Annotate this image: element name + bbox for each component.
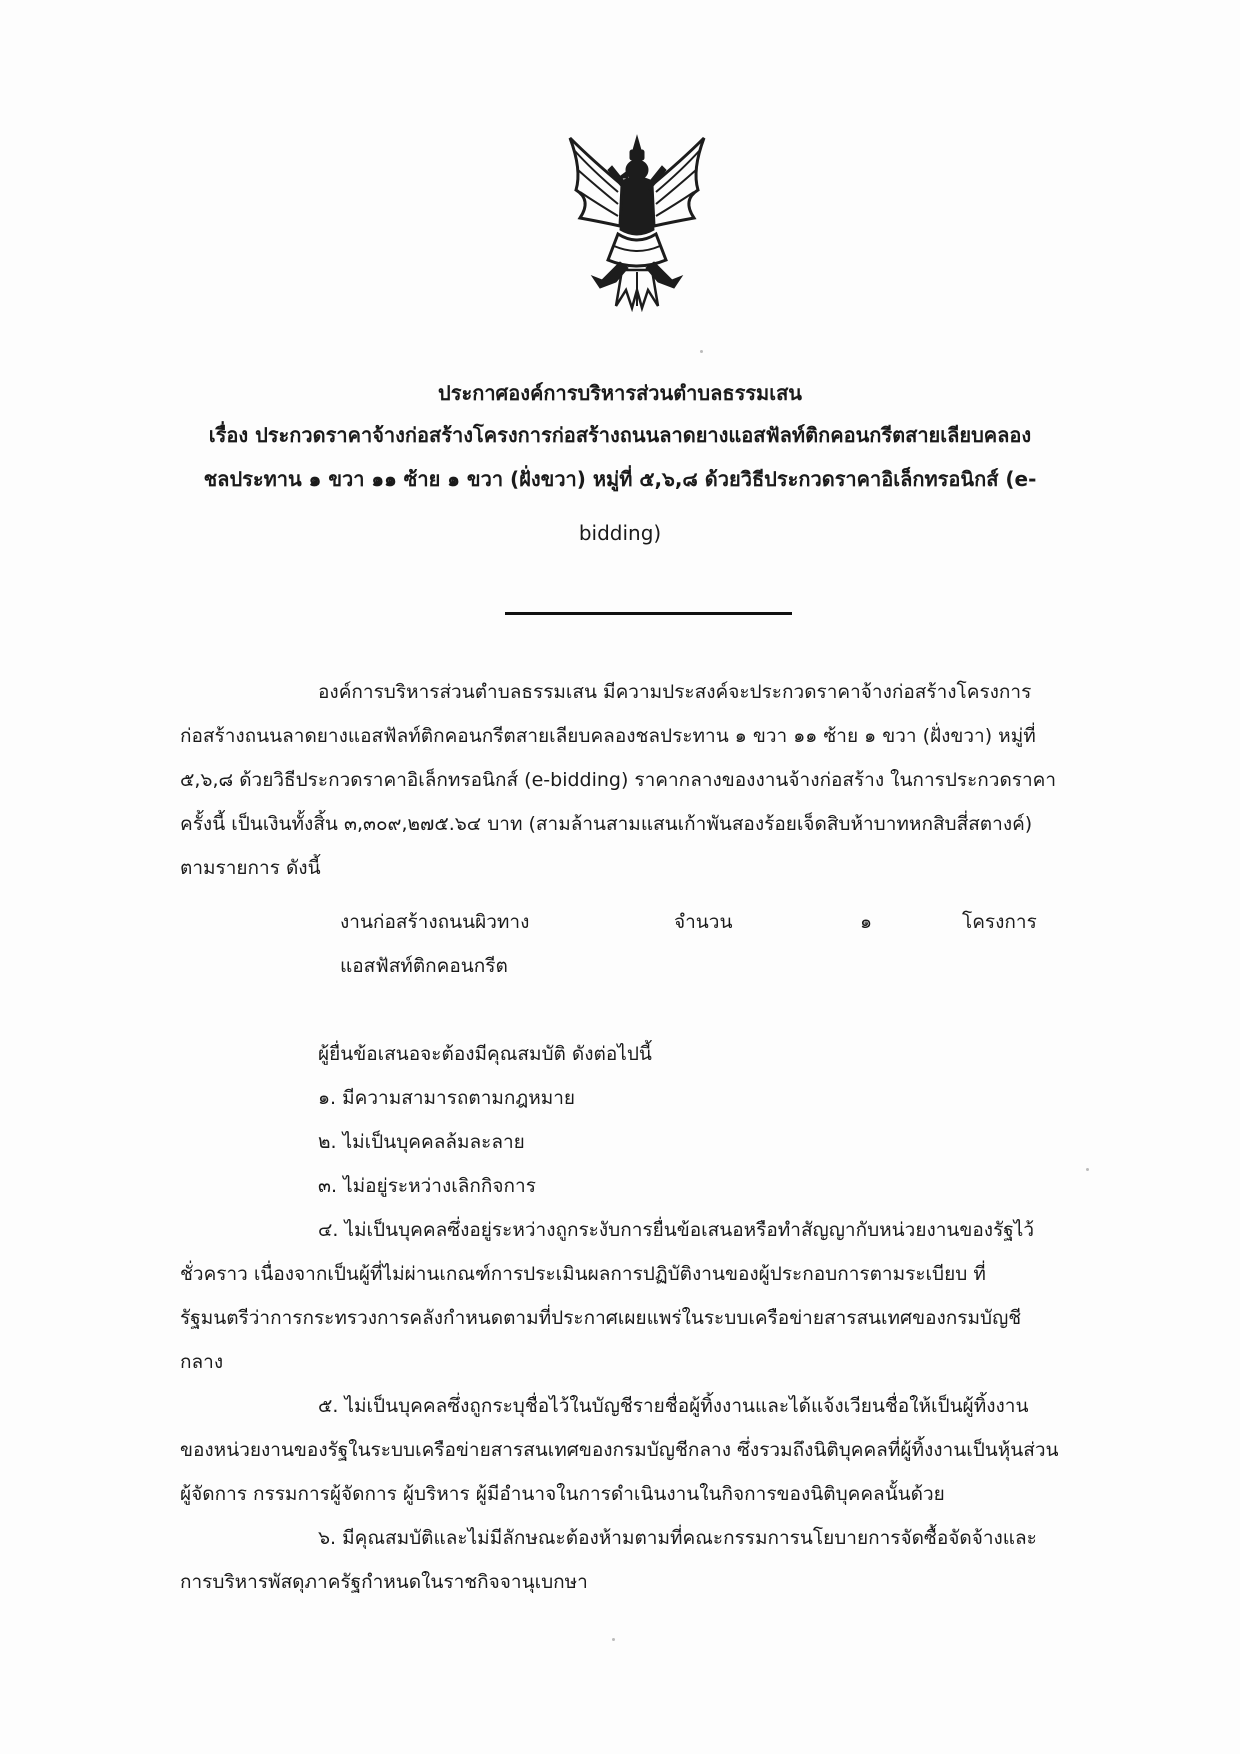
qualifications-heading: ผู้ยื่นข้อเสนอจะต้องมีคุณสมบัติ ดังต่อไปนี้ <box>318 1043 652 1065</box>
intro-line-5: ตามรายการ ดังนี้ <box>180 857 321 879</box>
qualification-5-line-3: ผู้จัดการ กรรมการผู้จัดการ ผู้บริหาร ผู้มีอำนาจในการดำเนินงานในกิจการของนิติบุคคลนั้นด้วย <box>180 1483 945 1505</box>
qualification-5-line-1: ๕. ไม่เป็นบุคคลซึ่งถูกระบุชื่อไว้ในบัญชีรายชื่อผู้ทิ้งงานและได้แจ้งเวียนชื่อให้เป็นผู้ทิ้งงาน <box>318 1395 1029 1417</box>
item-unit: โครงการ <box>962 911 1037 933</box>
intro-line-3: ๕,๖,๘ ด้วยวิธีประกวดราคาอิเล็กทรอนิกส์ (e-bidding) ราคากลางของงานจ้างก่อสร้าง ในการประกวดราคา <box>180 769 1057 791</box>
qualification-2: ๒. ไม่เป็นบุคคลล้มละลาย <box>318 1131 525 1153</box>
qualification-5-line-2: ของหน่วยงานของรัฐในระบบเครือข่ายสารสนเทศของกรมบัญชีกลาง ซึ่งรวมถึงนิติบุคคลที่ผู้ทิ้งงานเป็นหุ้นส่วน <box>180 1439 1059 1461</box>
announcement-title: ประกาศองค์การบริหารส่วนตำบลธรรมเสน <box>438 381 802 405</box>
qualification-4-line-3: รัฐมนตรีว่าการกระทรวงการคลังกำหนดตามที่ประกาศเผยแพร่ในระบบเครือข่ายสารสนเทศของกรมบัญชี <box>180 1307 1022 1329</box>
subject-line-3: bidding) <box>578 521 662 545</box>
qualification-6-line-2: การบริหารพัสดุภาครัฐกำหนดในราชกิจจานุเบกษา <box>180 1571 588 1593</box>
garuda-emblem-icon <box>562 130 712 312</box>
item-name-line-1: งานก่อสร้างถนนผิวทาง <box>340 911 530 933</box>
qualification-4-line-4: กลาง <box>180 1351 224 1373</box>
qualification-1: ๑. มีความสามารถตามกฎหมาย <box>318 1087 576 1109</box>
qualification-6-line-1: ๖. มีคุณสมบัติและไม่มีลักษณะต้องห้ามตามที่คณะกรรมการนโยบายการจัดซื้อจัดจ้างและ <box>318 1527 1037 1549</box>
item-qty-label: จำนวน <box>674 911 733 933</box>
title-divider <box>505 612 792 615</box>
scan-speck <box>612 1638 615 1641</box>
qualification-4-line-1: ๔. ไม่เป็นบุคคลซึ่งอยู่ระหว่างถูกระงับการยื่นข้อเสนอหรือทำสัญญากับหน่วยงานของรัฐไว้ <box>318 1219 1034 1241</box>
item-qty: ๑ <box>860 911 873 933</box>
intro-line-4: ครั้งนี้ เป็นเงินทั้งสิ้น ๓,๓๐๙,๒๗๕.๖๔ บาท (สามล้านสามแสนเก้าพันสองร้อยเจ็ดสิบห้าบาทหกสิบสี่สตางค์) <box>180 813 1033 835</box>
scan-speck <box>1086 1168 1089 1171</box>
subject-line-1: เรื่อง ประกวดราคาจ้างก่อสร้างโครงการก่อสร้างถนนลาดยางแอสฟัลท์ติกคอนกรีตสายเลียบคลอง <box>208 423 1032 447</box>
qualification-3: ๓. ไม่อยู่ระหว่างเลิกกิจการ <box>318 1175 536 1197</box>
intro-line-1: องค์การบริหารส่วนตำบลธรรมเสน มีความประสงค์จะประกวดราคาจ้างก่อสร้างโครงการ <box>318 681 1032 703</box>
item-name-line-2: แอสฟัสท์ติกคอนกรีต <box>340 955 508 977</box>
qualification-4-line-2: ชั่วคราว เนื่องจากเป็นผู้ที่ไม่ผ่านเกณฑ์การประเมินผลการปฏิบัติงานของผู้ประกอบการตามระเบียบ ที่ <box>180 1263 986 1285</box>
scan-speck <box>700 350 703 353</box>
subject-line-2: ชลประทาน ๑ ขวา ๑๑ ซ้าย ๑ ขวา (ฝั่งขวา) หมู่ที่ ๕,๖,๘ ด้วยวิธีประกวดราคาอิเล็กทรอนิกส์ (e- <box>203 467 1037 491</box>
intro-line-2: ก่อสร้างถนนลาดยางแอสฟัลท์ติกคอนกรีตสายเลียบคลองชลประทาน ๑ ขวา ๑๑ ซ้าย ๑ ขวา (ฝั่งขวา) หมู่ที่ <box>180 725 1036 747</box>
